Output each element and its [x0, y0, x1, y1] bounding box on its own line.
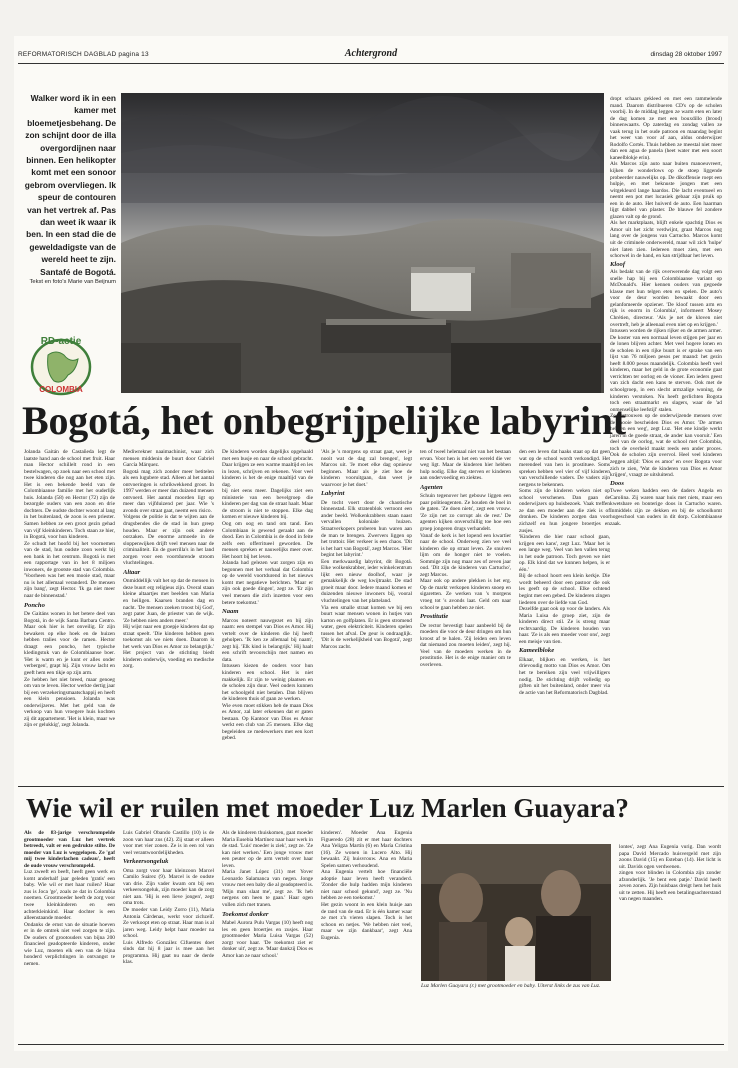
article1-col-2 [123, 449, 214, 779]
article1-col-1 [24, 449, 115, 779]
article1-subhead-labyrint: Labyrint [321, 490, 345, 498]
article1-paragraph: Vanaf de kerk is het lopend een kwartier naar de school. Onderweg zien we veel kinderen die op straat leven. Ze snuiven lijm om de honger niet te voelen. Sommige zijn nog maar zes of zeven jaar oud. 'Dit zijn de kinderen van Cartucho', zegt Marcos. [420, 532, 511, 578]
right-col-subhead-doos: Doos [610, 479, 624, 487]
article1-paragraph: Jolanda had gelezen wat zorgen zijn en begonnen met het verhaal dat Colombia op de wereld voortdurend in het nieuws komt met negatieve berichten. 'Maar er zijn ook goede dingen', zegt ze. 'Er zijn veel mensen die zich inzetten voor een betere toekomst.' [222, 560, 313, 606]
article1-paragraph: Ze hebben het niet breed, maar genoeg om van te leven. Hector werkte dertig jaar bij een verzekeringsmaatschappij en heeft een klein pensioen. Jolanda was onderwijzeres. Met het geld van de verkoop van hun vroegere huis kochten zij dit appartement. 'Het is klein, maar we zijn er gelukkig', zegt Jolanda. [24, 676, 115, 729]
article2-col-5 [619, 844, 721, 1044]
article1-paragraph: Bogotá mag zich zonder meer betitelen als een lugubere stad. Alleen al het aantal ontvoeringen is schrikwekkend groot. In 1997 werden er meer dan duizend mensen ontvoerd. Het aantal moorden ligt op meer dan vijfduizend per jaar. Wie 's avonds over straat gaat, neemt een risico. [123, 468, 214, 514]
article1-columns [24, 449, 610, 779]
header-date: dinsdag 28 oktober 1997 [650, 51, 722, 58]
article1-subhead-altaar: Altaar [123, 568, 141, 576]
right-column [610, 96, 722, 527]
article1-paragraph: De rector bevestigt haar aanbeeld bij de moeders die voor de deur dringen om hun kroost af te halen. 'Zij leiden een leven dat niemand zou moeten leiden', zegt hij. Veel van de moeders werken in de prostitutie. Het is de enige manier om te overleven. [420, 622, 511, 668]
article1-col-6 [519, 449, 610, 779]
section-rule [18, 786, 724, 787]
right-col-p4: Als bedakt van de rijk overwerende dag volgt een snelle hap bij een Colombiaanse variant op McDonald's. Hier kennen ouders van gegoede klasse met hun telgen eten en spelen. De auto's voor de deur worden bewaakt door een gelanfomeerde opziener. 'De kloof tussen arm en rijk is enorm in Colombia', informeert Mosey Chrétien, directeur. 'Als je net de kloven niet overtreft, heb je alleenaal even niet op en krijgen.' [610, 269, 722, 328]
article2-columns [24, 830, 412, 1040]
article1-paragraph: Mediwrekner naaimachinist, waar zich mensen middenin de buurt door Gabriel García Márquez. [123, 449, 214, 469]
article1-subhead-poncho: Poncho [24, 601, 45, 609]
article2-paragraph: Maria Janet López (31) met Yover Leonardo Salamanca van negen. Jonge vrouw met een baby die al geadopteerd is. 'Mijn man slaat me', zegt ze. 'Ik heb nergens om heen te gaan.' Haar ogen vullen zich met tranen. [222, 869, 313, 909]
article2-paragraph: kinderen'. Moeder Ana Eugenia Figueredo (28) zit er met haar dochters Ana Yeligza Martín (6) en María Cristina (16). Ze wonen in Lucero Alto. Hij bewaakt. Zij huisvrouw. Ana en Maria Spelen samen verhoudend. [321, 830, 412, 869]
header-rule [18, 63, 724, 64]
article1-paragraph: Hij wijst naar een groepje kinderen dat op straat speelt. 'Die kinderen hebben geen toekomst als we niets doen. Daarom is het werk van Dios es Amor zo belangrijk.' Het project van de stichting biedt kinderen onderwijs, voeding en medische zorg. [123, 624, 214, 670]
article2-paragraph: Luis Gabriel Obando Castillo (10) is de zoon van haar zus (42). Zij staat er alleen voor met vier zonen. Ze is in een rol van veel verantwoordelijkheden. [123, 830, 214, 856]
article1-paragraph: Jolanda Gaitán de Castañeda legt de laatste hand aan de school met fruit. Haar man Hector schillelt rond in een bestelwagen, op zoek naar een school met twee kinderen die nog aan het eten zijn. Het is een bekende beeld van de Colombiaanse familie met het ouderlijk huis. Jolanda (58) en Hector (72) zijn de bezorgde ouders van een zoon en drie dochters. De oudste dochter woont al lang in het buitenland, de zoon is een priester. Samen hebben ze een groot gezin gehad van vijf kleinkinderen. Toch staan ze hier, in Bogotá, voor hun kinderen. [24, 449, 115, 541]
article2-col-1 [24, 830, 115, 1040]
article2-paragraph: Mabel Aurora Pulu Vargas (10) heeft nog les en geen broertjes en zusjes. Haar grootmoeder Maria Luisa Vargas (52) zorgt voor haar. 'De toekomst ziet er donker uit', zegt ze. 'Maar dankzij Dios es Amor kan ze naar school.' [222, 920, 313, 959]
article1-paragraph: De Gaitáns wonen in het betere deel van Bogotá, in de wijk Santa Barbara Centro. Maar ook hier is het onveilig. Er zijn bewakers op elke hoek en de huizen hebben tralies voor de ramen. Hector draagt een poncho, het typische kledingstuk van de Colombiaanse boer. 'Het is warm en je kunt er alles onder verbergen', grapt hij. Zijn vrouw lacht en geeft hem een tikje op zijn arm. [24, 611, 115, 676]
page-header [14, 48, 728, 62]
article1-paragraph: den een leven dat haaks staat op dat geen wat op de school wordt verkondigd. Het merendeel van hen is prostituee. Soms spreken hebben wel vier of vijf kinderen van verschillende vaders. De vaders zijn nergens te bekennen. [519, 449, 610, 488]
article1-col-5 [420, 449, 511, 779]
article2-lead: Als de 83-jarige verschrompelde grootmoeder van Luz het vertrek betreedt, valt er een gedrukte stilte. De moeder van Luz is weggelopen. Ze 'gaf mij twee kinderlachen cadeau', heeft de oude vrouw verschrompeld. [24, 830, 115, 869]
photo-credit: Tekst en foto's Marie van Beijnum [29, 279, 116, 285]
article1-subhead-prostitutie: Prostitutie [420, 613, 449, 621]
section-title: Achtergrond [344, 48, 398, 59]
article1-paragraph: bij niet eens meer. Dagelijks ziet een ministerie van een bevelgroep die kinderen per dag van de straat haalt. Maar de stroom is niet te stoppen. Elke dag komen er nieuwe kinderen bij. [222, 488, 313, 521]
article2-paragraph: De moeder van Leidy Zorro (11), Maria Antonia Cárdenas, werkt voor zichzelf. Ze verkoopt eten op straat. Haar man is al jaren weg. Leidy helpt haar moeder na school. [123, 906, 214, 940]
photo-caption: Luz Marlen Guayara (r.) met grootmoeder en baby. Uiterst links de zus van Luz. [421, 983, 601, 989]
footer-rule [18, 1044, 724, 1045]
article1-paragraph: Een merkwaardig labyrint, dit Bogotá. Elke wolkenkrabber, ieder winkelcentrum lijkt een nieuw doolhof, waar je gemakkelijk de weg kwijtraakt. De stad groeit maar door. Iedere maand komen er duizenden nieuwe inwoners bij, vooral vluchtelingen van het platteland. [321, 558, 412, 604]
right-col-p1: dropt schaars gekleed en met een rammelende mand. Daarom distribueren CD's op de scholen voorbij. In de middag leggen ze warm eten en later de dag komen ze met een bouxdillo (brood) binnenwaarts. Op zaterdag en zondag vallen ze vaak terug in het oude patroon en maandag begint het weer van voor af aan, aldus onderwijzer Rodolfo Cortés. Thuis hebben ze meestal niet meer dan een agua de panela (heet water met een soort kaneelblokje erin). [610, 96, 722, 161]
article2-right-column [619, 844, 721, 1044]
article1-subhead-naam: Naam [222, 608, 239, 616]
article1-paragraph: Elkaar, blijken en werken, is het drievoudig motto van Dios es Amor. Om het te bereiken zijn veel vrijwilligers nodig. De stichting drijft volledig op giften uit het buitenland, onder meer via de actie van het Reformatorisch Dagblad. [519, 656, 610, 696]
article2-subhead-verkeersongeluk: Verkeersongeluk [123, 858, 169, 866]
luz-family-photo [421, 844, 611, 981]
headline-luz-marlen: Wie wil er ruilen met moeder Luz Marlen Guayara? [26, 793, 629, 823]
article1-paragraph: De tocht voert door de chaotische binnenstad. Elk stratenblok vertoont een ander beeld. Wolkenkrabbers staan naast vervallen koloniale huizen. Straatverkopers proberen hun waren aan de man te brengen. Zwervers liggen op het trottoir. Het verkeer is een chaos. 'Dit is het hart van Bogotá', zegt Marcos. 'Hier begint het labyrint.' [321, 499, 412, 559]
bogota-slum-photo [121, 93, 604, 393]
article1-paragraph: Wie even moet stikken heb de maan Dios es Amor, zal later erkennen dat er gaten bestaan. Op Kantoor van Dios es Amor werkt een club van 25 mensen. Elke dag begeleiden ze medewerkers met een kort gebed. [222, 702, 313, 742]
article1-paragraph: Intussen kiezen de ouders voor hun kinderen een school. Het is niet makkelijk. Er zijn te weinig plaatsen en de scholen zijn duur. Veel ouders kunnen het schoolgeld niet betalen. Dan blijven de kinderen thuis of gaan ze werken. [222, 663, 313, 703]
article1-col-4 [321, 449, 412, 779]
headline-bogota: Bogotá, het onbegrijpelijke labyrint [22, 398, 626, 443]
article2-col-3 [222, 830, 313, 1040]
article1-col-3 [222, 449, 313, 779]
article2-paragraph: Luis Alfredo González Cifuentes doet sinds dat hij 8 jaar is mee aan het programma. Hij gaat nu naar de derde klas. [123, 939, 214, 966]
right-col-p7: Twee weken hadden een de daders Angela en Carolina. Zij waren naar huis met niets, maar een kwetsbare en bonterige doos in Cartucho waren. Inmiddels zijn ze dekken en bij de schoolkomt hogeschool van ouders in dit dorp. Colombiaanse zaak. [610, 488, 722, 527]
rd-actie-colombia-logo [26, 333, 96, 397]
header-left: REFORMATORISCH DAGBLAD pagina 13 [18, 51, 149, 58]
article1-paragraph: 'Als je 's morgens op straat gaat, weet je nooit wat de dag zal brengen', legt Marcos uit. 'Je moet elke dag opnieuw beginnen. Maar als je ziet hoe de kinderen vooruitgaan, dan weet je waarvoor je het doet.' [321, 449, 412, 488]
article2-paragraph: Ana Eugenia vertelt hoe financiële adoptie haar leven heeft veranderd. 'Zonder die hulp hadden mijn kinderen niet naar school gekund', zegt ze. 'Nu hebben ze een toekomst.' [321, 869, 412, 902]
article1-paragraph: Via een smalle straat komen we bij een buurt waar mensen wonen in hutjes van karton en golfplaten. Er is geen stromend water, geen elektriciteit. Kinderen spelen tussen het afval. De geur is ondraaglijk. 'Dit is de werkelijkheid van Bogotá', zegt Marcos zacht. [321, 604, 412, 650]
right-col-p5: Intussen worden de rijken rijker en de armen armer. De koster van een normaal leven stijgen per jaar en de lonen blijven achter. Met veel hogere lonen en de scholen in een rijke buurt is er sprake van een lijst van 76 miljoen pesos per maand: het gezin heeft 8.000 pesos maandelijk. Colombia heeft veel kinderen, maar het geld in de grote economie gaat verrichten ter oorlog en de vioner. Een ieders geest van zich dacht een kans te sterven. Ook met de schoolgroep, in een slecht armzalige woning, de kinderen verstoken. Nu heeft gerlichten Bogota toch een straatmarkt en slagers, waar de 'ad onmenselijke leefstijl' stalen. [610, 328, 722, 413]
article2-paragraph: Het gezin woont in een klein huisje aan de rand van de stad. Er is één kamer waar ze met z'n vieren slapen. Toch is het schoon en netjes. 'We hebben niet veel, maar we zijn dankbaar', zegt Ana Eugenia. [321, 902, 412, 941]
article2-paragraph: Ondanks de ernst van de situatie hoeven er in de omtrek niet veel zorgen te zijn. De ouders of grootouders van bijna 200 financieel geadopteerde kinderen, onder wie Luz, moeten elk een van de bijna honderd verplichtingen in ontvangst te nemen. [24, 921, 115, 967]
article2-subhead-toekomst: Toekomst donker [222, 910, 269, 918]
article1-paragraph: Oog om oog en tand om tand. Een Colombiaan is gewend geraakt aan de dood. Een in Colombia is de dood in feite zelfs een offerritueel geworden. De mensen spreken er nauwelijks meer over. Het hoort bij het leven. [222, 521, 313, 560]
article1-subhead-agenten: Agenten [420, 483, 443, 491]
article2-paragraph: lontes', zegt Ana Eugenia vurig. Dan wordt papa David Mercado huisvergeld met zijn zoons David (15) en Esteban (14). Het licht is uit. Davids ogen verdwenen. [619, 844, 721, 870]
right-col-p3: Als het marktplaats, blijft enkele spachtig Dios es Amor uit het zicht verdwijnt, graat Marcos nog lang over de jongens van Cartucho. Marcos komt uit de criminele onderwereld, maar wil zich 'hulpe' niet laten zien. Iedereen moet zien, met een schorwel in de hand, en kan strijdbaar het leven. [610, 220, 722, 260]
article1-subhead-kameelbloke: Kameelbloke [519, 647, 555, 655]
article1-paragraph: ten of tweel helemaal niet van het bestaan ervan. Voor hen is het een wereld die ver weg ligt. Maar de kinderen hier hebben hulp nodig. Elke dag sterven er kinderen aan ondervoeding en ziektes. [420, 449, 511, 482]
article1-paragraph: Schuin tegenover het gebouw liggen een paar politieagenten. Ze houden de boel in de gaten. 'Ze doen niets', zegt een vrouw. 'Ze zijn net zo corrupt als de rest.' De agenten kijken onverschillig toe hoe een groep jongeren drugs verhandelt. [420, 493, 511, 532]
article1-paragraph: Dezelfde gaat ook op voor de landers. Als Maria Luisa de groep ziet, zijn de kinderen direct stil. Ze is streng maar rechtvaardig. De kinderen houden van haar. 'Ze is als een moeder voor ons', zegt een meisje van tien. [519, 606, 610, 645]
intro-text: Walker word ik in een kamer met bloemetjesbehang. De zon schijnt door de illa overgordijnen naar binnen. Een helikopter komt met een sonoor gebrom overvliegen. Ik speur de contouren van het vertrek af. Pas dan weet ik waar ik ben. In een stad die de geweldadigste van de wereld heet te zijn. Santafé de Bogotá. [24, 93, 116, 277]
logo-top-text: RD-actie [40, 336, 82, 347]
article2-paragraph: zingen voor blinden in Colombia zijn zonder afzonderlijk. 'Je bent een patje.' David heeft zeven zonen. Zijn huisbaas dreigt hem het huis uit te zetten. Hij heeft een betalingsachterstand van negen maanden. [619, 870, 721, 903]
article1-paragraph: Marcos noteert nauwgezet en bij zijn naam: een stempel van Dios es Amor. Hij vertelt over de kinderen die hij heeft geholpen. 'Ik ken ze allemaal bij naam', zegt hij. 'Elk kind is belangrijk.' Hij haalt een schrift tevoorschijn met namen en data. [222, 617, 313, 663]
article1-paragraph: Volgens de politie is dat te wijten aan de drugsbendes die de stad in hun greep houden. Maar er zijn ook andere oorzaken. De enorme armoede in de sloppenwijken drijft veel mensen naar de criminaliteit. En de guerrilla's in het land zorgen voor een voortdurende stroom vluchtelingen. [123, 514, 214, 567]
logo-bottom-text: COLOMBIA [39, 385, 83, 394]
article2-paragraph: Luz zweeft en beeft, heeft geen werk en komt anderhalf jaar geleden 'gratis' een baby. Wie wil er met haar ruilen? Haar zus is Joca 'ge', zoals ze dat in Colombia noemen. Grootmoeder heeft de zorg voor twee kleinkinderen en een achterkleinkind. Haar dochter is een alleenstaande moeder. [24, 869, 115, 922]
article1-paragraph: Onmiddellijk valt het op dat de mensen in deze buurt erg religieus zijn. Overal staan kleine altaartjes met beelden van Maria en heiligen. Kaarsen branden dag en nacht. 'De mensen zoeken troost bij God', zegt pater Juan, de priester van de wijk. 'Ze hebben niets anders meer.' [123, 578, 214, 624]
right-col-p2: Als Marcos zijn auto naar buiten manoeuvreert, kijken de wonderlows op de stoep liggende probeerder nauwelijks op. De dikoffensie roept een hulpje, en met beknuste jongen met een witgekleurd lange haardos. Die lacht eventueel en neemt een pot met lucasiek gebaar zijn pruik op een in de auto. Het huiverd de auto. Een haarman lijgt dabbel van plaster. De blauwe fel zondere glazen valt op de grond. [610, 161, 722, 220]
right-col-p6: Ze vertrouwen op de onderwijzende mensen over de mooie bescheiden Dios es Amor. 'De armen hebben een weg', zegt Luz. 'Het ene kindje werkt jaren in de goede straat, de ander kan vooruit.' Een deel van de oorlog, wat de school met Colombia, toch de overheid maakt reeds een ander proces. Ook de scholen zijn overvol. Heel veel kinderen zeggen altijd: 'Dios es amor' en over Bogota voor zich te zien, 'Wat de kinderen van Dios es Amor krijgen', vraagt ze uitsluitend. [610, 413, 722, 479]
article1-paragraph: Soms zijn de kinderen weken niet op school verschenen. Dan gaan de onderwijzers op huisbezoek. Vaak treffen ze dan een moeder aan die ziek is of dronken. De kinderen zorgen dan voor zichzelf en hun jongere broertjes en zusjes. [519, 488, 610, 534]
article1-paragraph: 'Kinderen die hier naar school gaan, krijgen een kans', zegt Luz. 'Maar het is een lange weg. Veel van hen vallen terug in het oude patroon. Toch geven we niet op. Elk kind dat we kunnen helpen, is er één.' [519, 534, 610, 573]
article2-paragraph: Als de kinderen thuiskomen, gaat moeder Maria Eusebia Martínez naar haar werk in de stad. 'Luis' moeder is ziek', zegt ze. 'Ze kan niet werken.' Een jonge vrouw met een peuter op de arm vertelt over haar leven. [222, 830, 313, 869]
right-col-subhead-kloof: Kloof [610, 260, 626, 268]
article1-paragraph: De kinderen worden dagelijks opgehaald met een busje en naar de school gebracht. Daar krijgen ze een warme maaltijd en les in lezen, schrijven en rekenen. Voor veel kinderen is het de enige maaltijd van de dag. [222, 449, 313, 488]
article1-paragraph: Maar ook op andere plekken is het erg. Op de markt verkopen kinderen snoep en sigaretten. Ze werken van 's morgens vroeg tot 's avonds laat. Geld om naar school te gaan hebben ze niet. [420, 578, 511, 611]
article1-paragraph: Bij de school hoort een klein kerkje. Die wordt beheerd door een pastoor die ook les geeft op de school. Elke ochtend begint met een gebed. De kinderen zingen liederen over de liefde van God. [519, 573, 610, 606]
article2-col-2 [123, 830, 214, 1040]
article2-paragraph: Oma zorgt voor haar kleinzoon Marcel Camilo Suárez (9). Marcel is de oudste van drie. Zijn vader kwam om bij een verkeersongeluk, zijn moeder kan de zorg niet aan. 'Hij is een lieve jongen', zegt oma trots. [123, 867, 214, 907]
article1-paragraph: Ze schudt het hoofd bij het voornemen van de stad, hun oudste zoon werkt bij een bank in het centrum. Bogotá is met een rapportage van in het 8 miljoen inwoners, de grootste stad van Colombia. 'Voorheen was het een mooie stad, maar nu is het allemaal veranderd. De mensen zijn bang', zegt Hector. 'Ik ga niet meer naar de binnenstad.' [24, 540, 115, 600]
article2-col-4 [321, 830, 412, 1040]
